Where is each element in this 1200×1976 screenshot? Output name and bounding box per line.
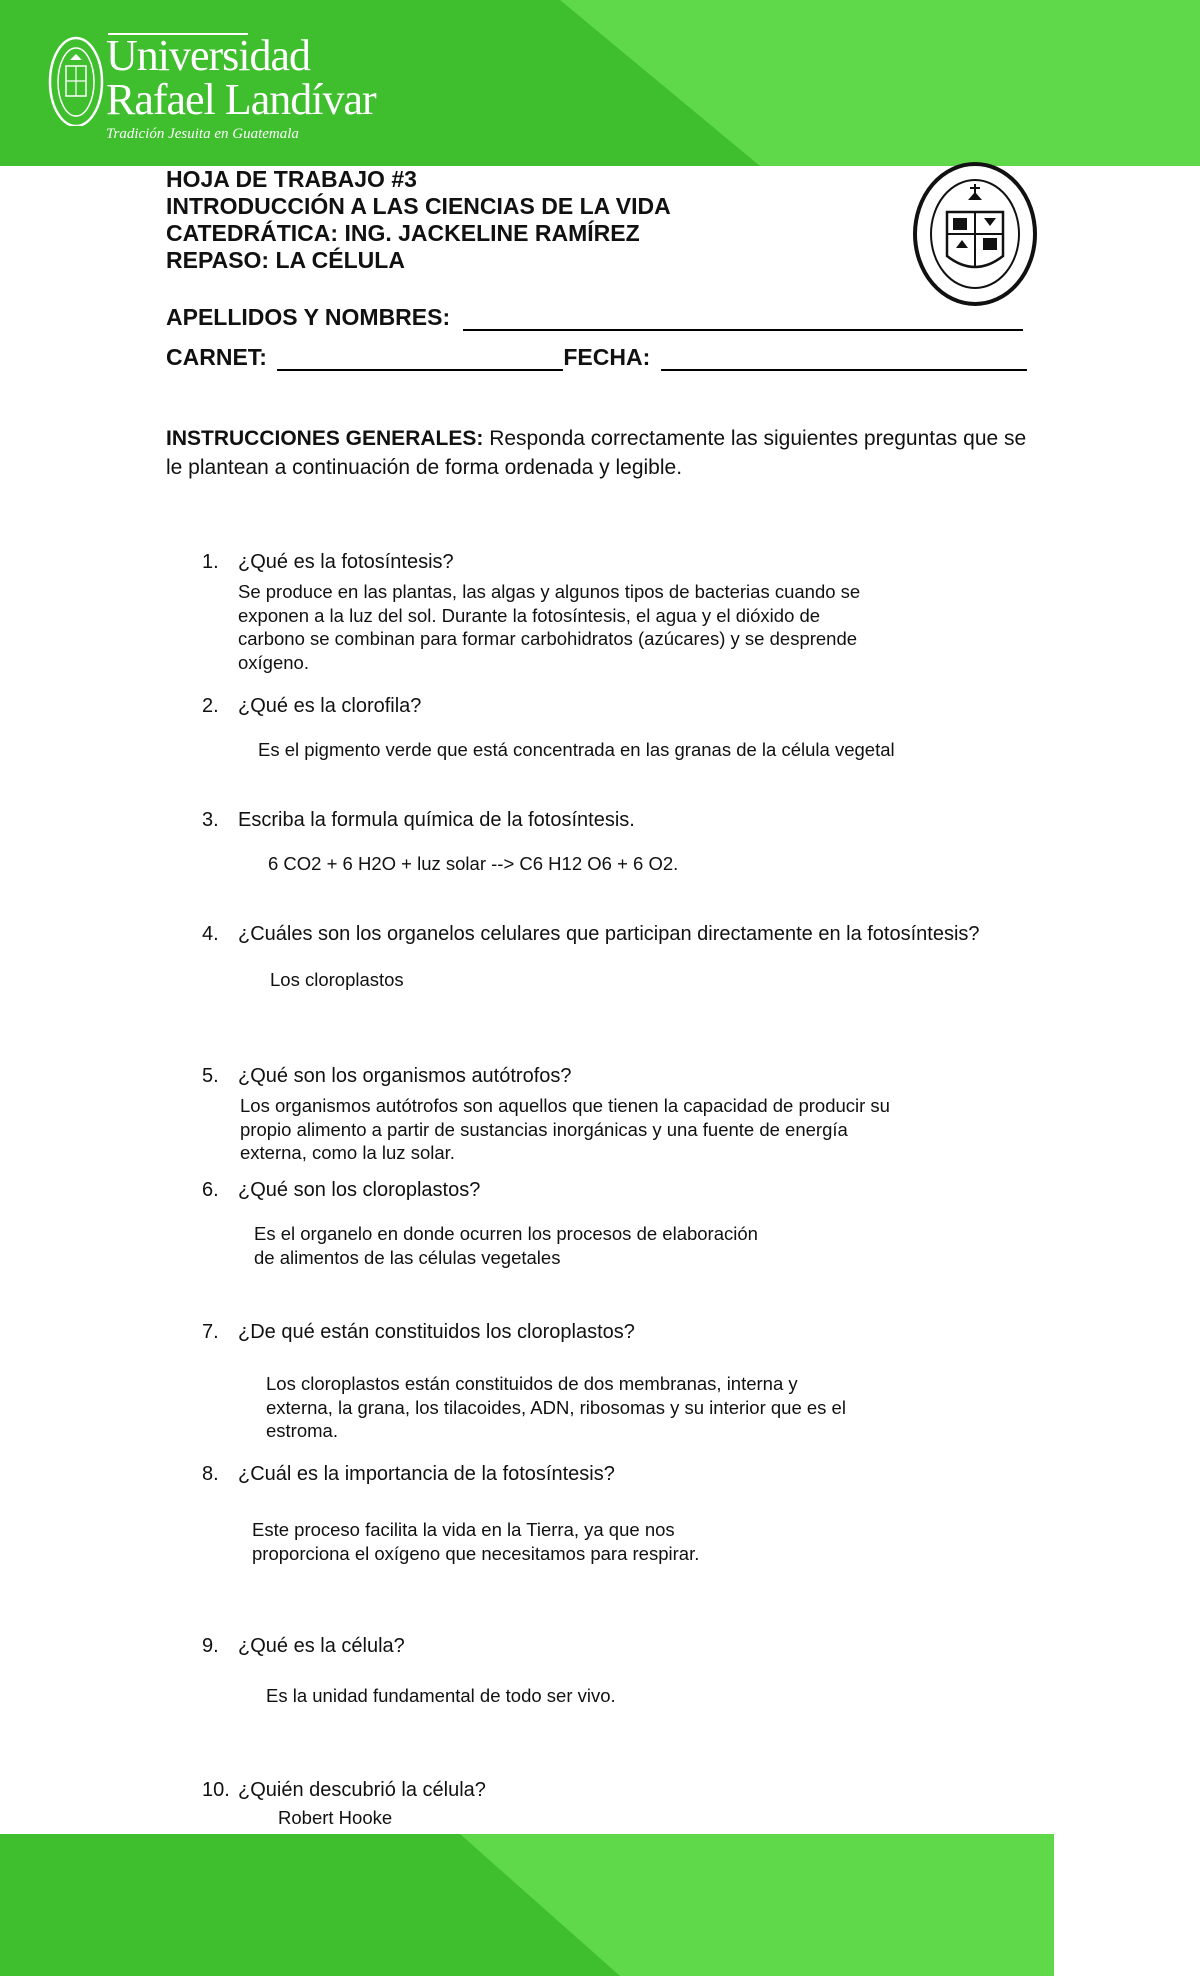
answer-4: Los cloroplastos [270, 969, 404, 990]
question-10: 10. ¿Quién descubrió la célula? [202, 1779, 486, 1801]
topic-name: REPASO: LA CÉLULA [166, 247, 405, 273]
university-name-line2: Rafael Landívar [106, 75, 376, 124]
question-2: 2. ¿Qué es la clorofila? [202, 695, 422, 717]
answer-7: Los cloroplastos están constituidos de dos membranas, interna y externa, la grana, los tilacoides, ADN, ribosomas y su interior que es el estroma. [266, 1373, 846, 1441]
university-name-line1: Universidad [106, 31, 311, 80]
answer-6: Es el organelo en donde ocurren los procesos de elaboración de alimentos de las células vegetales [254, 1223, 758, 1268]
question-3: 3. Escriba la formula química de la fotosíntesis. [202, 809, 635, 831]
answer-5: Los organismos autótrofos son aquellos que tienen la capacidad de producir su propio alimento a partir de sustancias inorgánicas y una fuente de energía externa, como la luz solar. [240, 1095, 890, 1163]
question-5: 5. ¿Qué son los organismos autótrofos? [202, 1065, 572, 1087]
university-tagline: Tradición Jesuita en Guatemala [106, 126, 299, 142]
answer-9: Es la unidad fundamental de todo ser vivo. [266, 1685, 616, 1706]
answer-8: Este proceso facilita la vida en la Tierra, ya que nos proporciona el oxígeno que necesitamos para respirar. [252, 1519, 700, 1564]
answer-10: Robert Hooke [278, 1807, 393, 1828]
question-7: 7. ¿De qué están constituidos los cloroplastos? [202, 1321, 635, 1343]
question-4: 4. ¿Cuáles son los organelos celulares que participan directamente en la fotosíntesis? [202, 923, 980, 945]
carnet-label: CARNET: [166, 344, 267, 370]
instructions-text: Responda correctamente las siguientes preguntas que se le plantean a continuación de forma ordenada y legible. [166, 427, 1027, 479]
carnet-blank[interactable] [277, 347, 563, 371]
worksheet-title-block [166, 166, 671, 274]
question-6: 6. ¿Qué son los cloroplastos? [202, 1179, 481, 1201]
course-name: INTRODUCCIÓN A LAS CIENCIAS DE LA VIDA [166, 193, 671, 219]
answer-2: Es el pigmento verde que está concentrada en las granas de la célula vegetal [258, 739, 895, 760]
carnet-date-row [166, 344, 1027, 371]
instructions-label: INSTRUCCIONES GENERALES: [166, 427, 484, 450]
answer-3: 6 CO2 + 6 H2O + luz solar --> C6 H12 O6 + 6 O2. [268, 853, 679, 874]
names-blank[interactable] [463, 307, 1023, 331]
university-seal-icon [912, 160, 1038, 308]
question-1: 1. ¿Qué es la fotosíntesis? [202, 551, 454, 573]
instructor-name: CATEDRÁTICA: ING. JACKELINE RAMÍREZ [166, 220, 640, 246]
university-logo [106, 31, 376, 143]
date-label: FECHA: [563, 344, 651, 370]
names-field [166, 304, 1023, 331]
question-8: 8. ¿Cuál es la importancia de la fotosíntesis? [202, 1463, 615, 1485]
university-emblem-icon [48, 30, 104, 126]
general-instructions [166, 424, 1046, 482]
answer-1: Se produce en las plantas, las algas y algunos tipos de bacterias cuando se exponen a la luz del sol. Durante la fotosíntesis, el agua y el dióxido de carbono se combinan para formar carbohidratos (azúcares) y se desprende oxígeno. [238, 581, 861, 673]
date-blank[interactable] [661, 347, 1027, 371]
worksheet-title: HOJA DE TRABAJO #3 [166, 166, 417, 192]
names-label: APELLIDOS Y NOMBRES: [166, 304, 451, 330]
footer-band [0, 1834, 1054, 1976]
question-9: 9. ¿Qué es la célula? [202, 1635, 405, 1657]
